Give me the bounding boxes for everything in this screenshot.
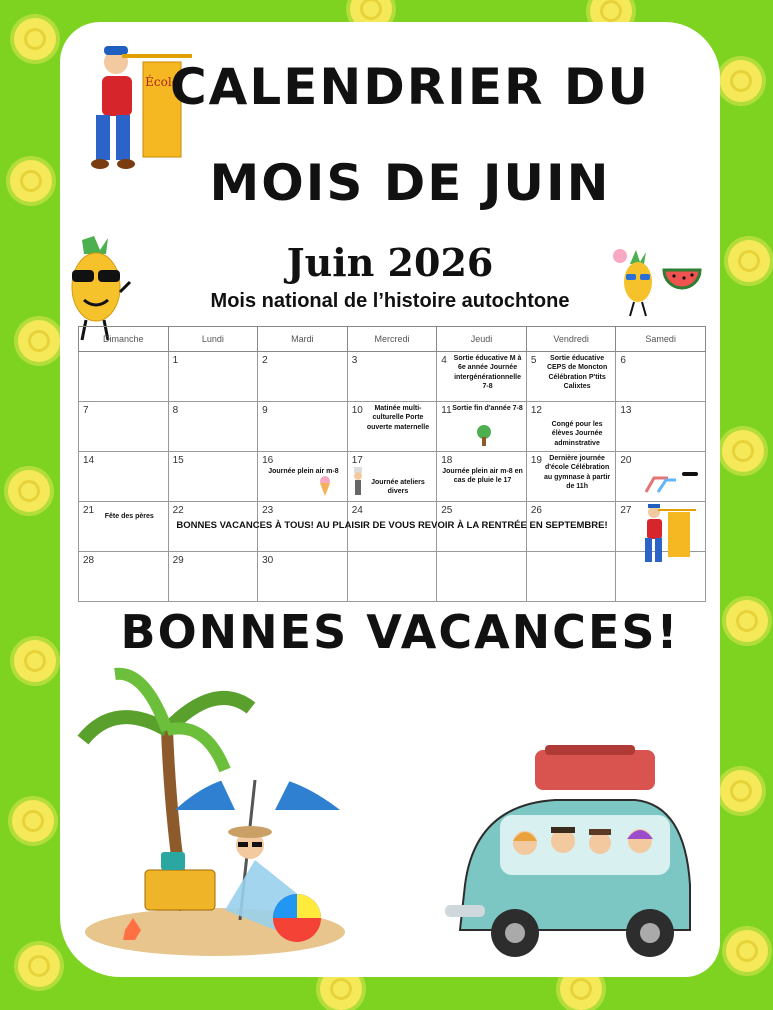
day-cell <box>616 402 706 452</box>
day-cell <box>79 402 169 452</box>
week-row <box>79 352 706 402</box>
day-number: 13 <box>620 405 632 416</box>
sun-icon <box>726 930 768 972</box>
day-number: 9 <box>262 405 268 416</box>
day-number: 20 <box>620 455 632 466</box>
day-cell <box>258 352 348 402</box>
tree-icon <box>475 424 493 446</box>
day-cell <box>437 402 527 452</box>
sun-icon <box>720 60 762 102</box>
sun-icon <box>722 430 764 472</box>
day-cell <box>168 352 258 402</box>
day-number: 17 <box>351 455 363 466</box>
day-cell <box>616 452 706 502</box>
day-number: 5 <box>530 355 537 366</box>
sun-icon <box>14 640 56 682</box>
week-row <box>79 552 706 602</box>
day-number: 30 <box>262 555 274 566</box>
day-cell <box>347 452 437 502</box>
weekday-header: Dimanche <box>79 327 169 352</box>
day-cell <box>526 452 616 502</box>
day-number: 8 <box>172 405 179 416</box>
day-event: Fête des pères <box>104 513 154 520</box>
day-number: 12 <box>530 405 542 416</box>
family-car-illustration <box>445 745 700 960</box>
day-event: Journée plein air m-8 en cas de pluie le 17 <box>442 468 523 485</box>
day-number: 26 <box>530 505 542 516</box>
subtitle: Mois national de l’histoire autochtone <box>210 290 570 312</box>
day-cell <box>347 402 437 452</box>
day-cell <box>168 552 258 602</box>
beach-chairs-icon <box>642 470 702 494</box>
calendar-grid <box>78 326 706 602</box>
school-flag-label: École <box>145 75 179 89</box>
weekday-header-row <box>79 327 706 352</box>
day-cell <box>168 402 258 452</box>
day-number: 11 <box>441 405 452 416</box>
sun-icon <box>728 240 770 282</box>
sun-icon <box>8 470 50 512</box>
day-cell <box>79 452 169 502</box>
title-line-2: MOIS DE JUIN <box>209 154 611 212</box>
day-number: 2 <box>262 355 268 366</box>
day-cell <box>437 352 527 402</box>
weekday-header: Vendredi <box>526 327 616 352</box>
day-number: 23 <box>262 505 274 516</box>
weekday-header: Mercredi <box>347 327 437 352</box>
sun-icon <box>726 600 768 642</box>
day-cell <box>347 352 437 402</box>
sun-icon <box>10 160 52 202</box>
day-cell <box>526 552 616 602</box>
day-cell <box>258 402 348 452</box>
day-event: Matinée multi-culturelle Porte ouverte maternelle <box>366 405 430 431</box>
day-event: Sortie éducative M à 6e année Journée intergénérationnelle 7-8 <box>453 355 522 391</box>
day-number: 19 <box>530 455 542 466</box>
sun-icon <box>14 18 56 60</box>
ice-cream-icon <box>318 476 332 496</box>
sun-icon <box>720 770 762 812</box>
day-cell <box>79 552 169 602</box>
day-number: 27 <box>620 505 632 516</box>
day-number: 10 <box>351 405 363 416</box>
week-row <box>79 402 706 452</box>
day-number: 7 <box>83 405 89 416</box>
closing-heading: BONNES VACANCES! <box>120 605 680 659</box>
week-row <box>79 452 706 502</box>
day-cell <box>526 402 616 452</box>
day-cell <box>258 452 348 502</box>
day-cell <box>526 352 616 402</box>
day-number: 3 <box>351 355 358 366</box>
day-cell <box>347 552 437 602</box>
day-number: 6 <box>620 355 626 366</box>
day-number: 1 <box>172 355 179 366</box>
small-trumpeter-icon <box>640 500 700 572</box>
weekday-header: Samedi <box>616 327 706 352</box>
day-event: Congé pour les élèves Journée adminstrative <box>551 421 603 447</box>
day-number: 15 <box>172 455 184 466</box>
day-number: 25 <box>441 505 453 516</box>
day-number: 16 <box>262 455 274 466</box>
beach-scene-illustration <box>75 660 355 960</box>
weekday-header: Jeudi <box>437 327 527 352</box>
day-cell <box>437 452 527 502</box>
day-number: 4 <box>441 355 447 366</box>
day-number: 18 <box>441 455 453 466</box>
day-number: 21 <box>83 505 95 516</box>
day-cell <box>168 452 258 502</box>
sun-icon <box>18 320 60 362</box>
day-number: 28 <box>83 555 95 566</box>
chef-icon <box>353 467 363 495</box>
day-event: Journée plein air m-8 <box>268 468 339 475</box>
day-event: Sortie fin d'année 7-8 <box>452 405 523 412</box>
day-cell <box>437 552 527 602</box>
sun-icon <box>12 800 54 842</box>
day-number: 22 <box>172 505 184 516</box>
day-event: Journée ateliers divers <box>371 479 425 496</box>
day-cell <box>616 352 706 402</box>
day-number: 24 <box>351 505 363 516</box>
day-event: Sortie éducative CEPS de Moncton Célébration P'tits Calixtes <box>546 355 608 391</box>
day-number: 14 <box>83 455 95 466</box>
sun-icon <box>18 945 60 987</box>
day-number: 29 <box>172 555 184 566</box>
vacation-banner: BONNES VACANCES À TOUS! AU PLAISIR DE VOUS REVOIR À LA RENTRÉE EN SEPTEMBRE! <box>176 520 608 531</box>
day-event: Dernière journée d'école Célébration au gymnase à partir de 11h <box>544 455 611 491</box>
title-line-1: CALENDRIER DU <box>169 58 651 116</box>
day-cell <box>258 552 348 602</box>
day-cell <box>79 352 169 402</box>
month-year-heading: Juin 2026 <box>286 240 494 285</box>
weekday-header: Mardi <box>258 327 348 352</box>
weekday-header: Lundi <box>168 327 258 352</box>
